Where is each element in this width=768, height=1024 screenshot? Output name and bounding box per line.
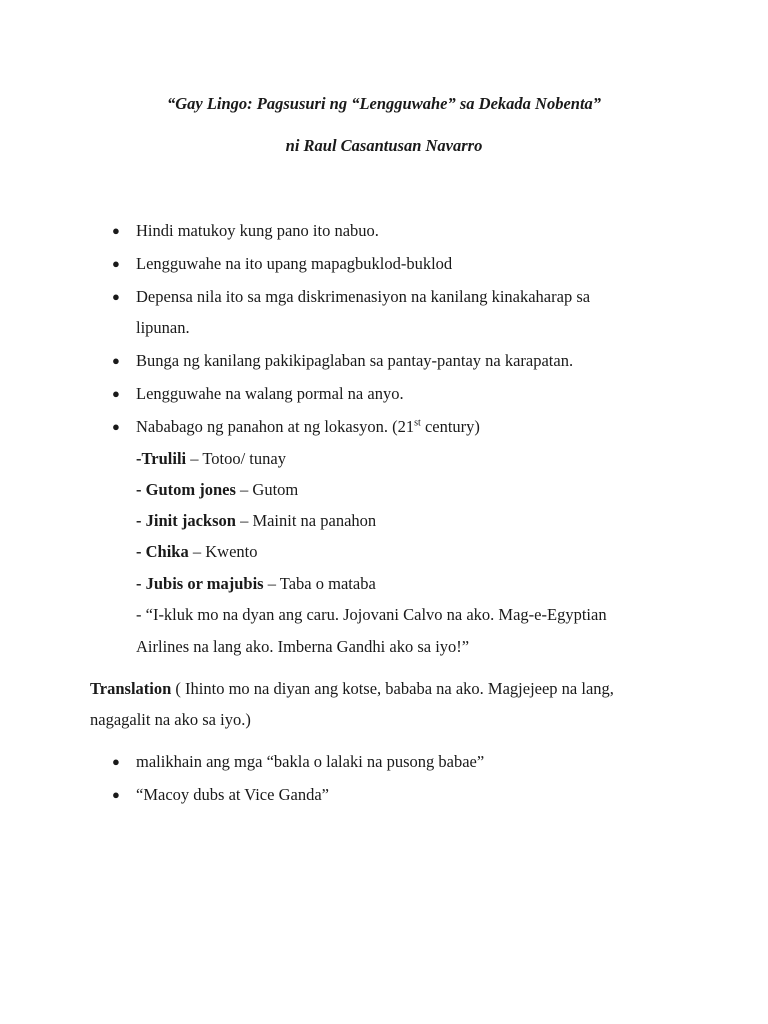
- bullet-icon: ●: [112, 754, 120, 769]
- list-item: ● Bunga ng kanilang pakikipaglaban sa pantay-pantay na karapatan.: [136, 345, 696, 376]
- bullet-icon: ●: [112, 223, 120, 238]
- list-item: ● Hindi matukoy kung pano ito nabuo.: [136, 215, 696, 246]
- example-row: [136, 505, 696, 536]
- bullet-icon: ●: [112, 787, 120, 802]
- example-meaning: – Totoo/ tunay: [186, 449, 286, 468]
- example-term: - Chika: [136, 542, 189, 561]
- list-item: ● Nababago ng panahon at ng lokasyon. (21st century): [136, 411, 696, 442]
- bullet-icon: ●: [112, 289, 120, 304]
- list-item: ● malikhain ang mga “bakla o lalaki na pusong babae”: [136, 746, 696, 777]
- list-item: ● “Macoy dubs at Vice Ganda”: [136, 779, 696, 810]
- example-meaning: – Gutom: [235, 480, 299, 499]
- example-quote: - “I-kluk mo na dyan ang caru. Jojovani Calvo na ako. Mag-e-Egyptian: [136, 605, 607, 624]
- document-author: ni Raul Casantusan Navarro: [285, 136, 483, 155]
- example-meaning: – Mainit na panahon: [235, 511, 377, 530]
- list-item: ● Lengguwahe na ito upang mapagbuklod-buklod: [136, 248, 696, 279]
- list-item: ● Lengguwahe na walang pormal na anyo.: [136, 378, 696, 409]
- example-term: - Jubis or majubis: [136, 574, 264, 593]
- translation-continuation: nagagalit na ako sa iyo.): [90, 710, 251, 729]
- example-row: [136, 568, 696, 599]
- translation-label: Translation: [90, 679, 172, 698]
- example-term: - Jinit jackson: [136, 511, 236, 530]
- example-term: - Gutom jones: [136, 480, 236, 499]
- example-term: -Trulili: [136, 449, 187, 468]
- example-quote-continuation: Airlines na lang ako. Imberna Gandhi ako sa iyo!”: [136, 637, 470, 656]
- bullet-icon: ●: [112, 386, 120, 401]
- example-meaning: – Taba o mataba: [263, 574, 376, 593]
- example-meaning: – Kwento: [188, 542, 258, 561]
- bullet-icon: ●: [112, 353, 120, 368]
- list-item: ● Depensa nila ito sa mga diskrimenasiyon na kanilang kinakaharap sa: [136, 281, 696, 312]
- example-row: [136, 443, 696, 474]
- bullet-icon: ●: [112, 256, 120, 271]
- document-title: “Gay Lingo: Pagsusuri ng “Lengguwahe” sa Dekada Nobenta”: [166, 94, 602, 113]
- example-row: [136, 474, 696, 505]
- translation-paragraph: Translation ( Ihinto mo na diyan ang kotse, bababa na ako. Magjejeep na lang,: [90, 679, 614, 698]
- example-row: [136, 536, 696, 567]
- bullet-icon: ●: [112, 419, 120, 434]
- list-item-continuation: lipunan.: [136, 318, 190, 337]
